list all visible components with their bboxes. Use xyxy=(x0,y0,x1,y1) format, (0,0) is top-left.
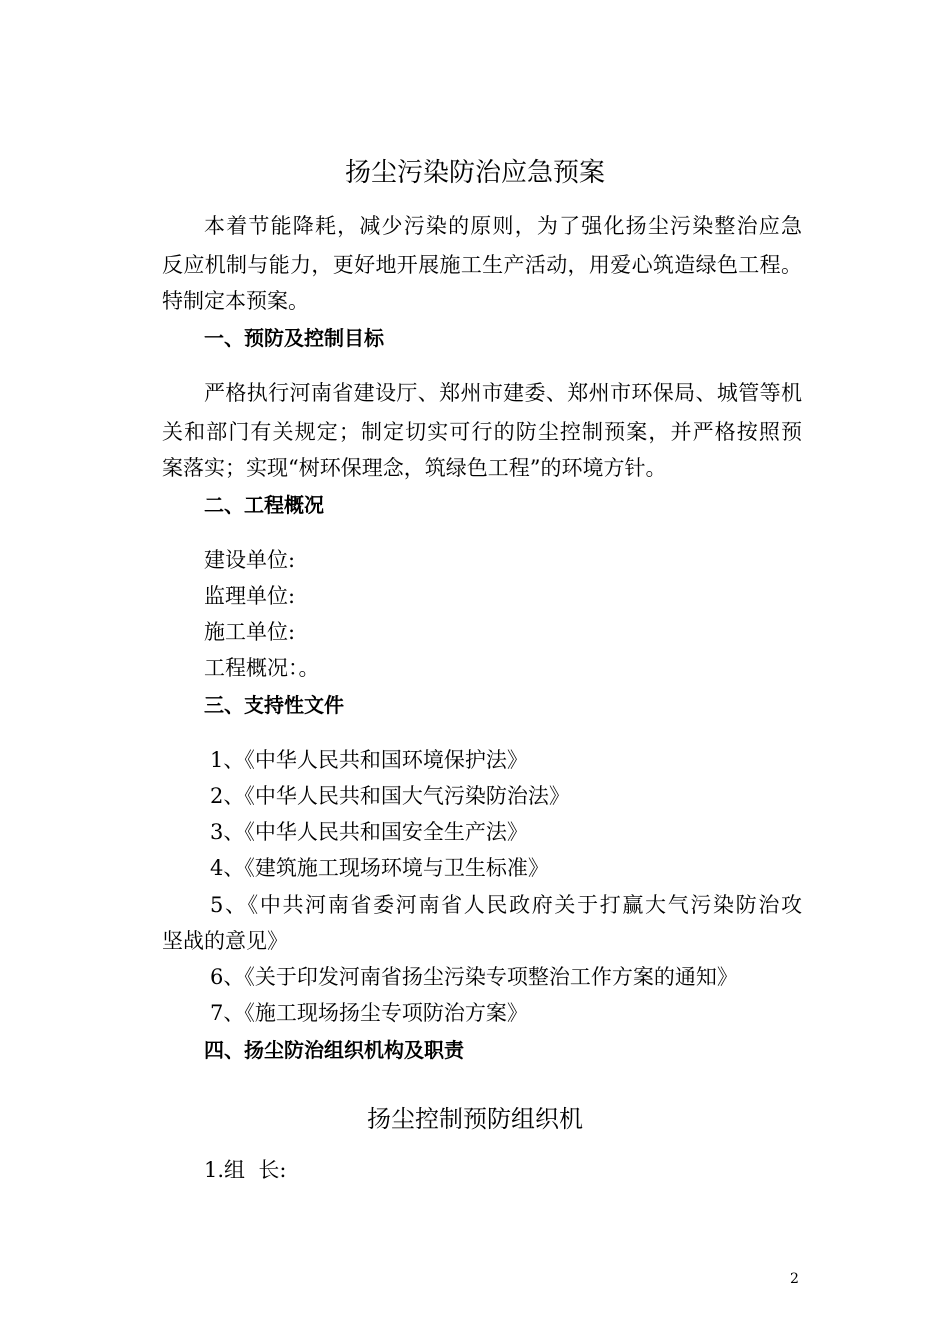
document-list-item: 6、《关于印发河南省扬尘污染专项整治工作方案的通知》 xyxy=(210,965,738,989)
organization-subtitle: 扬尘控制预防组织机 xyxy=(367,1105,583,1133)
document-list-item-continuation: 坚战的意见》 xyxy=(162,929,288,953)
intro-line-1: 本着节能降耗，减少污染的原则，为了强化扬尘污染整治应急 xyxy=(204,214,802,238)
section-4-heading: 四、扬尘防治组织机构及职责 xyxy=(204,1038,464,1062)
intro-line-3: 特制定本预案。 xyxy=(162,289,309,313)
section-3-heading: 三、支持性文件 xyxy=(204,693,344,717)
section-1-line-2: 关和部门有关规定；制定切实可行的防尘控制预案，并严格按照预 xyxy=(162,420,802,444)
project-item-supervisor: 监理单位: xyxy=(204,584,296,608)
document-list-item: 3、《中华人民共和国安全生产法》 xyxy=(210,820,528,844)
section-2-heading: 二、工程概况 xyxy=(204,493,324,517)
document-list-item: 7、《施工现场扬尘专项防治方案》 xyxy=(210,1001,528,1025)
section-1-heading: 一、预防及控制目标 xyxy=(204,326,384,350)
document-title: 扬尘污染防治应急预案 xyxy=(344,158,605,188)
intro-line-2: 反应机制与能力，更好地开展施工生产活动，用爱心筑造绿色工程。 xyxy=(162,253,802,277)
project-item-overview: 工程概况：。 xyxy=(204,656,320,680)
document-list-item: 4、《建筑施工现场环境与卫生标准》 xyxy=(210,856,549,880)
group-leader-label: 1.组 长: xyxy=(204,1158,287,1182)
page-number: 2 xyxy=(790,1271,799,1287)
document-list-item: 1、《中华人民共和国环境保护法》 xyxy=(210,748,528,772)
section-1-line-3: 案落实；实现“树环保理念，筑绿色工程”的环境方针。 xyxy=(162,456,667,480)
document-list-item: 2、《中华人民共和国大气污染防治法》 xyxy=(210,784,570,808)
project-item-contractor: 施工单位: xyxy=(204,620,296,644)
section-1-line-1: 严格执行河南省建设厅、郑州市建委、郑州市环保局、城管等机 xyxy=(204,381,802,405)
document-list-item: 5、《中共河南省委河南省人民政府关于打赢大气污染防治攻 xyxy=(210,893,802,917)
project-item-builder: 建设单位: xyxy=(204,548,296,572)
